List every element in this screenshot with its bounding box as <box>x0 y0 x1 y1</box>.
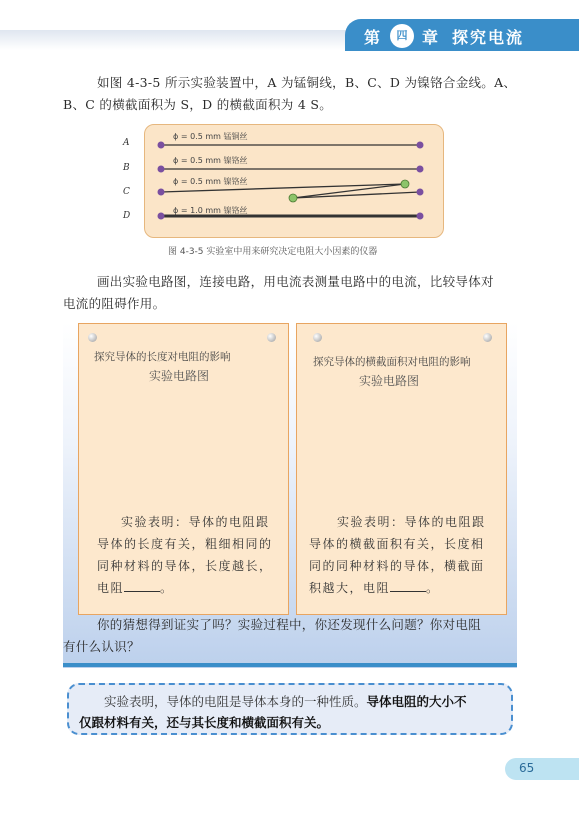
terminal-c-right <box>417 189 424 196</box>
conclusion-text: 电阻 <box>97 581 125 595</box>
terminal-a-right <box>417 142 424 149</box>
row-label-c: C <box>123 187 130 197</box>
summary-bold: 仅跟材料有关，还与其长度和横截面积有关。 <box>79 715 330 730</box>
experiment-card-area <box>296 323 507 615</box>
pin-icon <box>267 333 276 342</box>
conclusion-line: 导体的长度有关，粗细相同的 <box>97 537 273 551</box>
terminal-c-upper-joint <box>401 180 409 188</box>
answer-blank[interactable] <box>124 579 160 592</box>
answer-blank[interactable] <box>390 579 426 592</box>
chapter-number-badge: 四 <box>390 24 414 48</box>
intro-line-1: 如图 4-3-5 所示实验装置中，A 为锰铜线，B、C、D 为镍铬合金线。A、 <box>97 75 517 90</box>
question-line-1: 你的猜想得到证实了吗？实验过程中，你还发现什么问题？你对电阻 <box>97 617 482 632</box>
card-subtitle: 实验电路图 <box>359 374 420 388</box>
pin-icon <box>483 333 492 342</box>
terminal-d-left <box>158 213 165 220</box>
summary-text <box>79 691 501 733</box>
question-line-2: 有什么认识？ <box>63 639 140 654</box>
wire-label-d: ϕ = 1.0 mm 镍铬丝 <box>173 206 248 215</box>
card-title: 探究导体的长度对电阻的影响 <box>94 351 231 363</box>
row-label-a: A <box>123 138 130 148</box>
terminal-b-left <box>158 166 165 173</box>
chapter-suffix: 章 <box>422 27 441 47</box>
summary-line-2 <box>79 712 501 733</box>
card-title: 探究导体的横截面积对电阻的影响 <box>313 356 471 368</box>
page-number: 65 <box>519 761 535 775</box>
chapter-prefix: 第 <box>364 27 383 47</box>
conclusion-line: 实验表明：导体的电阻跟 <box>337 515 486 529</box>
card-subtitle: 实验电路图 <box>149 369 210 383</box>
row-label-b: B <box>123 163 130 173</box>
conclusion-line-last <box>309 577 503 599</box>
conclusion-line: 导体的横截面积有关，长度相 <box>309 537 485 551</box>
terminal-d-right <box>417 213 424 220</box>
terminal-a-left <box>158 142 165 149</box>
task-line-2: 电流的阻碍作用。 <box>63 296 166 311</box>
resistance-apparatus-figure <box>144 124 444 238</box>
conclusion-ending: 。 <box>160 581 174 595</box>
pin-icon <box>313 333 322 342</box>
conclusion-line: 同种材料的导体，长度越长， <box>97 559 273 573</box>
row-label-d: D <box>123 211 131 221</box>
conclusion-text: 积越大，电阻 <box>309 581 391 595</box>
terminal-c-left <box>158 189 165 196</box>
wire-label-c: ϕ = 0.5 mm 镍铬丝 <box>173 177 248 186</box>
intro-line-2: B、C 的横截面积为 S，D 的横截面积为 4 S。 <box>63 97 333 112</box>
experiment-card-length <box>78 323 289 615</box>
page-number-tab <box>505 758 579 780</box>
conclusion-line-last <box>97 577 283 599</box>
summary-box <box>67 683 513 735</box>
card-conclusion <box>97 511 283 599</box>
summary-line-1 <box>79 691 501 712</box>
conclusion-ending: 。 <box>426 581 440 595</box>
section-divider <box>63 663 517 667</box>
summary-bold: 导体电阻的大小不 <box>366 694 467 709</box>
terminal-c-lower-joint <box>289 194 297 202</box>
chapter-heading <box>364 24 524 48</box>
figure-caption: 图 4-3-5 实验室中用来研究决定电阻大小因素的仪器 <box>168 247 378 257</box>
card-conclusion <box>309 511 503 599</box>
summary-plain: 实验表明，导体的电阻是导体本身的一种性质。 <box>104 694 367 709</box>
wire-label-a: ϕ = 0.5 mm 锰铜丝 <box>173 132 248 141</box>
terminal-b-right <box>417 166 424 173</box>
conclusion-line: 同的同种材料的导体，横截面 <box>309 559 485 573</box>
conclusion-line: 实验表明：导体的电阻跟 <box>121 515 270 529</box>
chapter-title: 探究电流 <box>452 27 525 47</box>
pin-icon <box>88 333 97 342</box>
task-line-1: 画出实验电路图，连接电路，用电流表测量电路中的电流，比较导体对 <box>97 274 494 289</box>
wire-label-b: ϕ = 0.5 mm 镍铬丝 <box>173 156 248 165</box>
